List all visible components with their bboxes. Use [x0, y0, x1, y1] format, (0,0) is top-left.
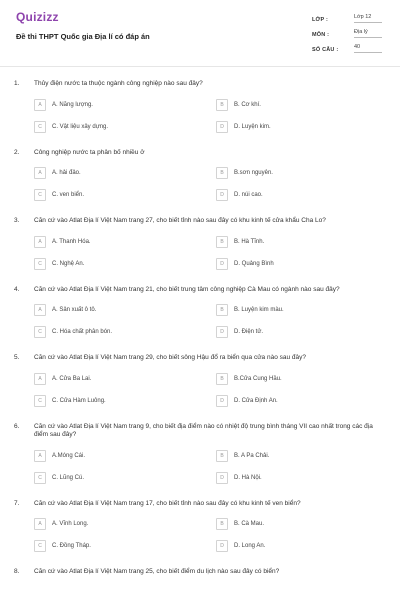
option-letter-box: D — [216, 472, 228, 484]
answer-option[interactable] — [216, 472, 384, 484]
option-text: D. Luyện kim. — [234, 123, 271, 130]
question-number: 2. — [14, 148, 20, 156]
option-text: D. Cửa Định An. — [234, 397, 278, 404]
option-letter-box: C — [34, 258, 46, 270]
option-text: B. A Pa Chải. — [234, 452, 270, 459]
worksheet-header — [0, 0, 400, 66]
meta-value-subject: Địa lý — [354, 29, 382, 38]
answer-option[interactable] — [216, 373, 384, 385]
answer-option[interactable] — [216, 395, 384, 407]
question-text: Căn cứ vào Atlat Địa lí Việt Nam trang 27, cho biết tỉnh nào sau đây có khu kinh tế cửa khẩu Cha Lo? — [34, 217, 326, 224]
option-text: D. Quảng Bình — [234, 260, 274, 267]
option-letter-box: D — [216, 540, 228, 552]
option-letter-box: A — [34, 373, 46, 385]
question-item — [0, 213, 400, 270]
meta-row-subject — [312, 29, 382, 38]
worksheet-title: Đề thi THPT Quốc gia Địa lí có đáp án — [16, 32, 150, 41]
question-number: 4. — [14, 285, 20, 293]
question-item — [0, 419, 400, 484]
answer-option[interactable] — [216, 450, 384, 462]
answer-option[interactable] — [34, 373, 202, 385]
answer-option[interactable] — [34, 395, 202, 407]
option-letter-box: B — [216, 167, 228, 179]
option-text: C. ven biển. — [52, 192, 85, 198]
header-divider — [0, 66, 400, 67]
meta-label-question-count: SỐ CÂU : — [312, 47, 339, 53]
answer-option[interactable] — [34, 167, 202, 179]
option-text: D. Điện tử. — [234, 329, 264, 335]
answer-option[interactable] — [34, 236, 202, 248]
option-letter-box: D — [216, 121, 228, 133]
answer-option[interactable] — [34, 189, 202, 201]
question-item — [0, 282, 400, 339]
option-letter-box: A — [34, 236, 46, 248]
question-text: Căn cứ vào Atlat Địa lí Việt Nam trang 21, cho biết trung tâm công nghiệp Cà Mau có ngành nào sau đây? — [34, 285, 340, 293]
meta-panel — [312, 14, 382, 59]
answer-option[interactable] — [34, 540, 202, 552]
option-text: C. Hóa chất phân bón. — [52, 329, 113, 335]
option-text: C. Cửa Hàm Luông. — [52, 397, 106, 404]
answer-option[interactable] — [34, 518, 202, 530]
option-letter-box: C — [34, 472, 46, 484]
option-text: D. núi cao. — [234, 192, 263, 198]
option-text: A. hải đảo. — [52, 170, 81, 176]
option-letter-box: C — [34, 189, 46, 201]
answer-option[interactable] — [34, 99, 202, 111]
answer-option[interactable] — [34, 258, 202, 270]
question-item — [0, 564, 400, 577]
question-number: 5. — [14, 354, 20, 361]
question-item — [0, 496, 400, 553]
answer-option[interactable] — [216, 326, 384, 338]
answer-option[interactable] — [216, 99, 384, 111]
option-letter-box: A — [34, 167, 46, 179]
answer-options — [34, 518, 384, 552]
option-text: B. Hà Tĩnh. — [234, 238, 265, 245]
option-text: C. Lũng Cú. — [52, 474, 85, 481]
answer-options — [34, 236, 384, 270]
option-letter-box: D — [216, 189, 228, 201]
question-item — [0, 145, 400, 202]
option-text: B. Cơ khí. — [234, 101, 261, 108]
meta-row-question-count — [312, 44, 382, 53]
option-letter-box: B — [216, 304, 228, 316]
answer-options — [34, 450, 384, 484]
meta-row-grade — [312, 14, 382, 23]
answer-option[interactable] — [216, 518, 384, 530]
answer-options — [34, 304, 384, 338]
option-letter-box: D — [216, 326, 228, 338]
answer-option[interactable] — [216, 167, 384, 179]
option-letter-box: B — [216, 99, 228, 111]
option-text: C. Nghệ An. — [52, 260, 85, 267]
question-text: Căn cứ vào Atlat Địa lí Việt Nam trang 25, cho biết điểm du lịch nào sau đây có biển? — [34, 568, 280, 575]
option-letter-box: B — [216, 518, 228, 530]
question-item — [0, 76, 400, 133]
option-text: A. Thanh Hóa. — [52, 238, 91, 245]
option-text: A. Sản xuất ô tô. — [52, 307, 97, 313]
option-text: B.sơn nguyên. — [234, 170, 273, 176]
answer-option[interactable] — [216, 121, 384, 133]
question-number: 1. — [14, 80, 20, 87]
meta-value-question-count: 40 — [354, 44, 382, 53]
option-letter-box: D — [216, 395, 228, 407]
question-text: Căn cứ vào Atlat Địa lí Việt Nam trang 29, cho biết sông Hậu đổ ra biển qua cửa nào sau đây? — [34, 354, 306, 361]
option-text: C. Vật liệu xây dựng. — [52, 123, 109, 130]
meta-value-grade: Lớp 12 — [354, 14, 382, 23]
option-letter-box: C — [34, 540, 46, 552]
answer-options — [34, 99, 384, 133]
option-text: A. Vĩnh Long. — [52, 521, 89, 527]
answer-option[interactable] — [216, 189, 384, 201]
question-text: Căn cứ vào Atlat Địa lí Việt Nam trang 9, cho biết địa điểm nào có nhiệt độ trung bình tháng VII cao nhất trong các địa điểm sau đây? — [34, 422, 373, 438]
option-text: A.Móng Cái. — [52, 452, 86, 459]
option-text: C. Đồng Tháp. — [52, 543, 91, 549]
option-letter-box: B — [216, 373, 228, 385]
answer-option[interactable] — [216, 304, 384, 316]
brand-logo: Quizizz — [16, 10, 59, 24]
question-item — [0, 350, 400, 407]
question-text: Công nghiệp nước ta phân bố nhiều ở — [34, 148, 145, 156]
answer-option[interactable] — [34, 121, 202, 133]
option-text: D. Long An. — [234, 543, 266, 549]
answer-option[interactable] — [34, 450, 202, 462]
option-letter-box: D — [216, 258, 228, 270]
option-text: B. Cà Mau. — [234, 521, 265, 527]
answer-option[interactable] — [216, 236, 384, 248]
option-text: A. Năng lượng. — [52, 101, 93, 108]
option-letter-box: B — [216, 450, 228, 462]
meta-label-grade: LỚP : — [312, 17, 328, 23]
question-list — [0, 76, 400, 589]
option-letter-box: A — [34, 99, 46, 111]
answer-option[interactable] — [216, 540, 384, 552]
answer-option[interactable] — [34, 326, 202, 338]
option-text: B.Cửa Cung Hầu. — [234, 375, 282, 382]
option-text: B. Luyện kim màu. — [234, 307, 284, 313]
option-letter-box: A — [34, 518, 46, 530]
option-letter-box: C — [34, 121, 46, 133]
question-text: Thủy điện nước ta thuộc ngành công nghiệp nào sau đây? — [34, 80, 203, 87]
option-text: A. Cửa Ba Lai. — [52, 375, 92, 382]
answer-option[interactable] — [34, 304, 202, 316]
answer-option[interactable] — [216, 258, 384, 270]
option-letter-box: A — [34, 304, 46, 316]
option-letter-box: B — [216, 236, 228, 248]
answer-option[interactable] — [34, 472, 202, 484]
option-letter-box: A — [34, 450, 46, 462]
option-text: D. Hà Nội. — [234, 474, 262, 481]
question-text: Căn cứ vào Atlat Địa lí Việt Nam trang 17, cho biết tỉnh nào sau đây có khu kinh tế ven biển? — [34, 499, 301, 507]
answer-options — [34, 373, 384, 407]
option-letter-box: C — [34, 395, 46, 407]
question-number: 3. — [14, 217, 20, 224]
question-number: 8. — [14, 568, 20, 575]
question-number: 6. — [14, 422, 20, 430]
meta-label-subject: MÔN : — [312, 32, 330, 38]
question-number: 7. — [14, 499, 20, 507]
answer-options — [34, 167, 384, 201]
option-letter-box: C — [34, 326, 46, 338]
